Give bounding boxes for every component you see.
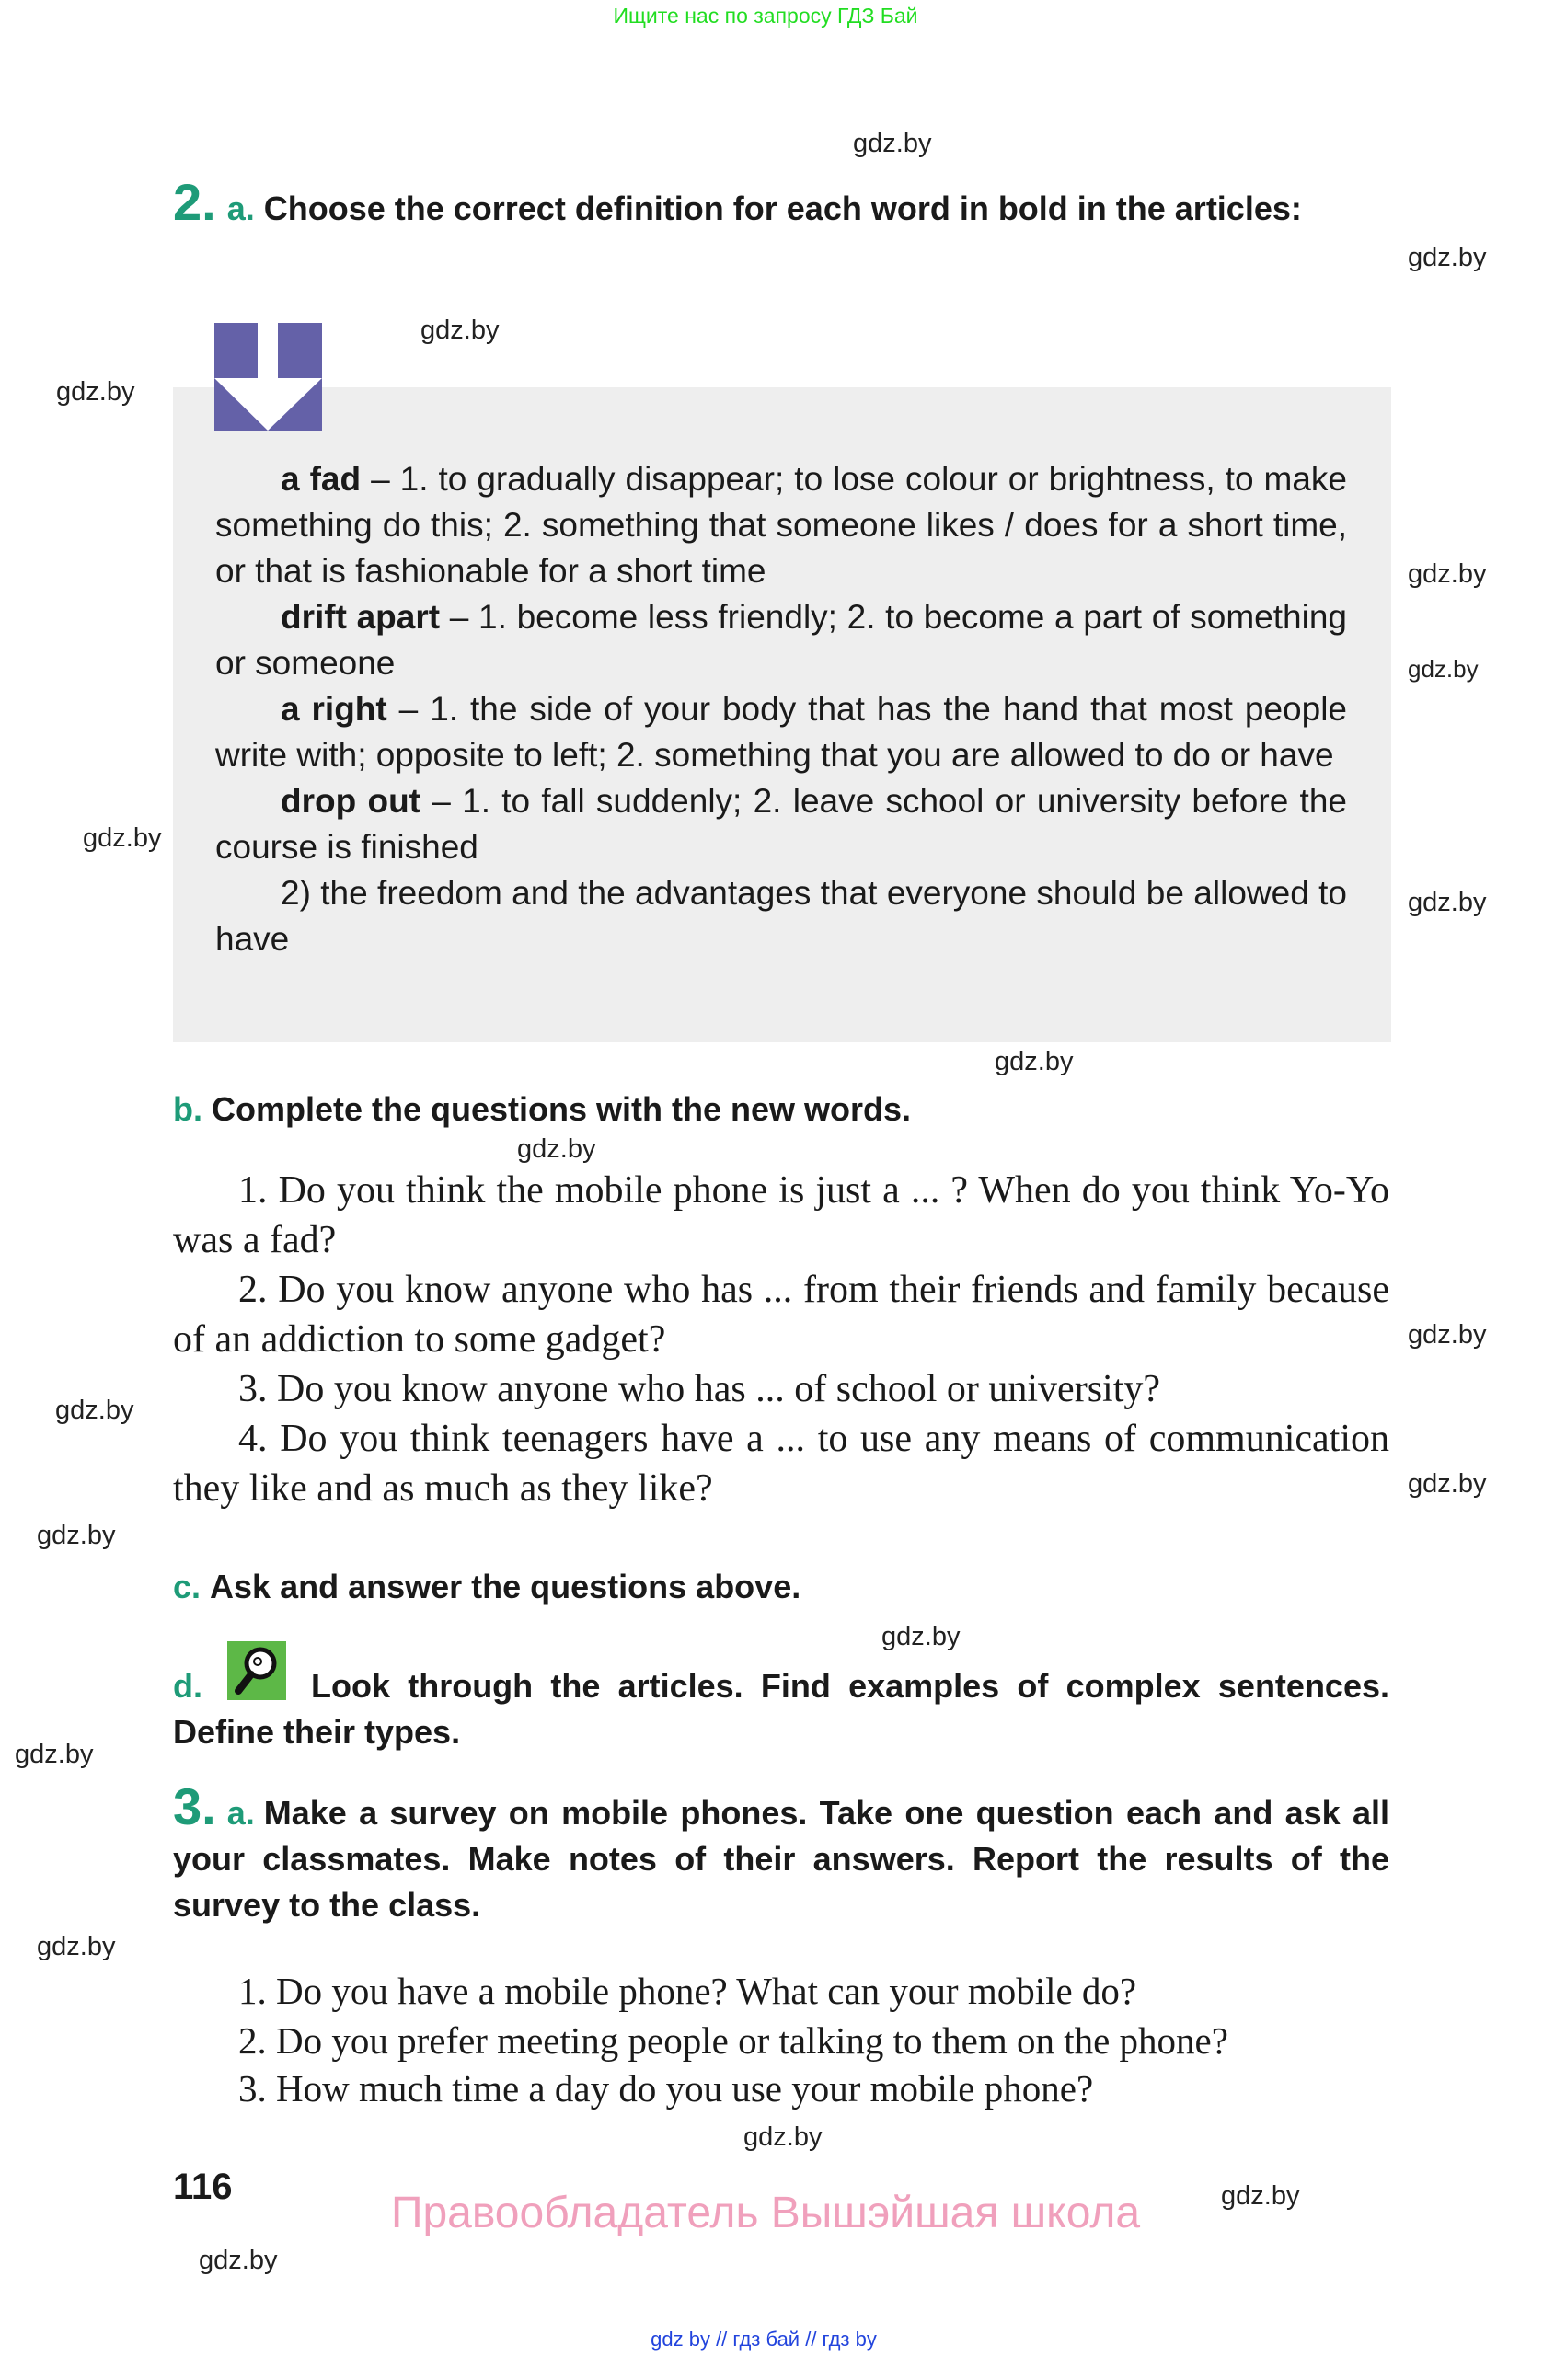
- task-instruction: Choose the correct definition for each word in bold in the articles:: [263, 190, 1302, 227]
- question-item: 1. Do you think the mobile phone is just a ... ? When do you think Yo-Yo was a fad?: [173, 1169, 1389, 1261]
- definition-item: [215, 778, 1347, 870]
- watermark: gdz.by: [743, 2122, 823, 2152]
- watermark: gdz.by: [1408, 1469, 1487, 1499]
- definition-text: – 1. the side of your body that has the hand that most people write with; opposite to left; 2. something that you are allowed to do or have: [215, 690, 1347, 774]
- definition-term: drop out: [281, 782, 420, 820]
- watermark: gdz.by: [1408, 559, 1487, 589]
- task-letter: a.: [226, 190, 255, 227]
- definitions-list: [215, 456, 1347, 962]
- definition-item: [215, 594, 1347, 686]
- question-item: 2. Do you know anyone who has ... from their friends and family because of an addiction to some gadget?: [173, 1269, 1389, 1361]
- top-search-note: Ищите нас по запросу ГДЗ Бай: [613, 4, 918, 28]
- definition-text: – 1. to gradually disappear; to lose colour or brightness, to make something do this; 2. something that someone likes / does for a short time, or that is fashionable for a short time: [215, 460, 1347, 590]
- exercise-number: 3.: [173, 1777, 216, 1835]
- watermark: gdz.by: [1408, 1320, 1487, 1350]
- watermark: gdz.by: [1221, 2181, 1300, 2211]
- survey-question: 1. Do you have a mobile phone? What can your mobile do?: [238, 1970, 1137, 2012]
- definition-text: 2) the freedom and the advantages that everyone should be allowed to have: [215, 874, 1347, 958]
- watermark: gdz.by: [517, 1134, 596, 1164]
- task-letter: d.: [173, 1667, 202, 1705]
- watermark: gdz.by: [56, 377, 135, 407]
- exercise-2d-heading: [173, 1663, 1389, 1755]
- definition-item: [215, 456, 1347, 594]
- watermark: gdz.by: [853, 129, 932, 158]
- survey-question: 2. Do you prefer meeting people or talking to them on the phone?: [238, 2019, 1228, 2062]
- exercise-2b-heading: [173, 1087, 1389, 1133]
- watermark: gdz.by: [37, 1932, 116, 1961]
- definition-term: drift apart: [281, 598, 441, 636]
- definition-item: [215, 870, 1347, 962]
- task-instruction: Ask and answer the questions above.: [210, 1568, 801, 1605]
- exercise-number: 2.: [173, 173, 216, 231]
- watermark: gdz.by: [199, 2246, 278, 2275]
- watermark: gdz.by: [83, 823, 162, 853]
- watermark: gdz.by: [995, 1047, 1074, 1076]
- question-item: 3. Do you know anyone who has ... of school or university?: [238, 1368, 1161, 1410]
- task-letter: b.: [173, 1090, 202, 1128]
- exercise-2a-heading: [173, 173, 1389, 232]
- task-letter: c.: [173, 1568, 202, 1605]
- exercise-2b-questions: [173, 1166, 1389, 1513]
- definition-text: – 1. to fall suddenly; 2. leave school or university before the course is finished: [215, 782, 1347, 866]
- task-instruction: Make a survey on mobile phones. Take one question each and ask all your classmates. Make notes of their answers. Report the results of the survey to the class.: [173, 1794, 1389, 1924]
- watermark: gdz.by: [881, 1622, 961, 1651]
- exercise-2c-heading: [173, 1564, 1389, 1610]
- footer-links: gdz by // гдз бай // гдз by: [651, 2328, 877, 2351]
- watermark: gdz.by: [420, 316, 500, 345]
- page-number: 116: [173, 2167, 233, 2207]
- watermark: gdz.by: [37, 1521, 116, 1550]
- survey-question: 3. How much time a day do you use your mobile phone?: [238, 2067, 1094, 2110]
- definition-term: a fad: [281, 460, 362, 498]
- watermark: gdz.by: [15, 1740, 94, 1769]
- question-item: 4. Do you think teenagers have a ... to use any means of communication they like and as much as they like?: [173, 1418, 1389, 1510]
- exercise-3a-heading: [173, 1777, 1389, 1928]
- definition-item: [215, 686, 1347, 778]
- rights-holder-watermark: Правообладатель Вышэйшая школа: [390, 2189, 1141, 2237]
- watermark: gdz.by: [1408, 888, 1487, 917]
- watermark: gdz.by: [55, 1396, 134, 1425]
- watermark: gdz.by: [1408, 655, 1479, 683]
- down-arrow-icon: [214, 323, 322, 431]
- definition-text: – 1. become less friendly; 2. to become a part of something or someone: [215, 598, 1347, 682]
- watermark: gdz.by: [1408, 243, 1487, 272]
- definition-term: a right: [281, 690, 387, 728]
- task-letter: a.: [226, 1794, 255, 1832]
- task-instruction: Look through the articles. Find examples of complex sentences. Define their types.: [173, 1667, 1389, 1751]
- task-instruction: Complete the questions with the new words.: [212, 1090, 912, 1128]
